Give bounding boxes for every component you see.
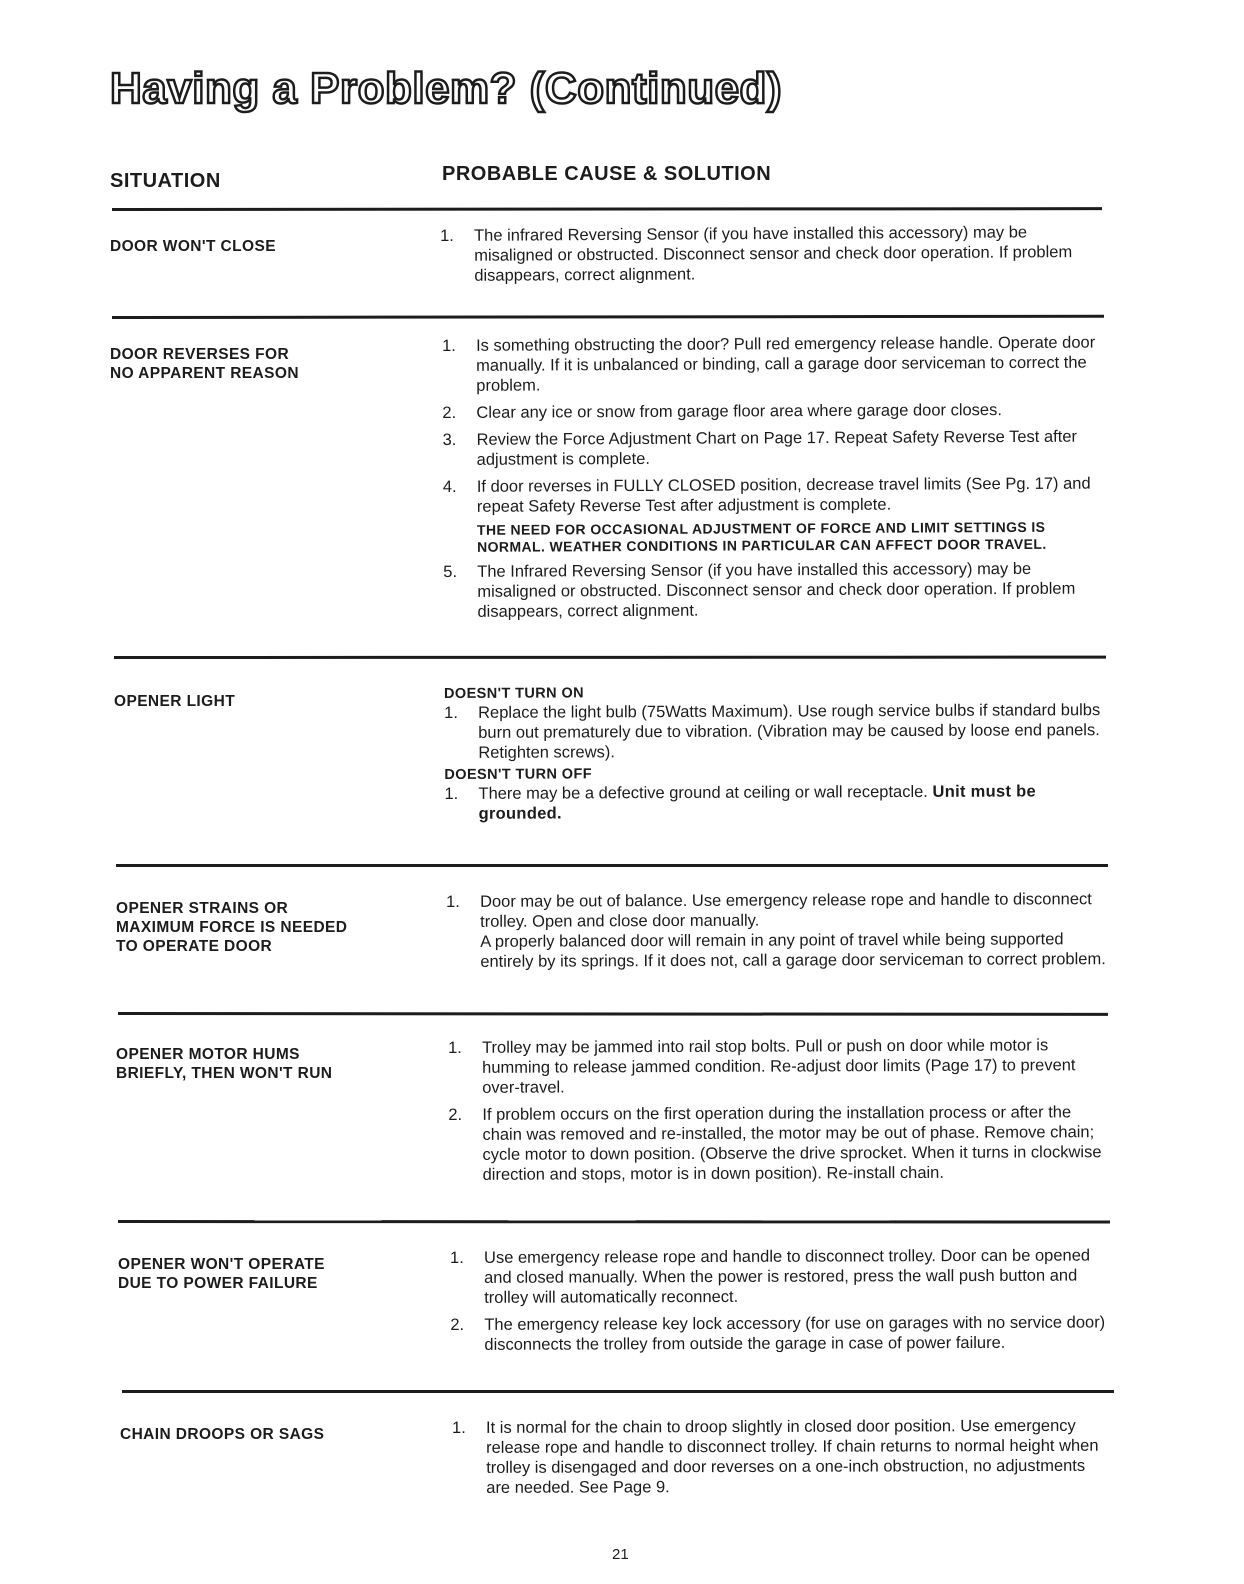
solution-block — [448, 1035, 1109, 1192]
divider — [116, 864, 1108, 867]
item-text: Review the Force Adjustment Chart on Page 17. Repeat Safety Reverse Test after adjustment is complete. — [476, 427, 1078, 469]
solution-block — [446, 889, 1106, 979]
item-text: There may be a defective ground at ceiling or wall receptacle. — [478, 782, 928, 803]
item-number: 5. — [443, 562, 458, 581]
situation-line: OPENER WON'T OPERATE — [118, 1256, 325, 1273]
page-number: 21 — [612, 1546, 629, 1563]
subheading: DOESN'T TURN OFF — [444, 766, 593, 783]
item-number: 3. — [442, 430, 457, 449]
item-text: Door may be out of balance. Use emergency release rope and handle to disconnect trolley. Open and close door manually. — [480, 890, 1092, 931]
solution-block — [452, 1416, 1112, 1505]
situation-line: OPENER MOTOR HUMS — [116, 1046, 300, 1063]
solution-item — [442, 400, 1102, 423]
item-text: If door reverses in FULLY CLOSED position, decrease travel limits (See Pg. 17) and repeat Safety Reverse Test after adjustment is complete. — [476, 474, 1091, 516]
solution-item — [440, 222, 1100, 286]
item-text: Trolley may be jammed into rail stop bolts. Pull or push on door while motor is humming to release jammed condition. Re-adjust door limits (Page 17) to prevent over-travel. — [482, 1036, 1076, 1097]
subheading: DOESN'T TURN ON — [444, 685, 585, 702]
situation-label — [114, 692, 414, 711]
situation-line: DOOR REVERSES FOR — [110, 346, 290, 363]
item-text: Use emergency release rope and handle to disconnect trolley. Door can be opened and closed manually. When the power is restored, press the wall push button and trolley will automatically reconnect. — [484, 1246, 1091, 1307]
cause-column-header: PROBABLE CAUSE & SOLUTION — [442, 163, 772, 185]
situation-line: DOOR WON'T CLOSE — [110, 238, 276, 255]
item-number: 1. — [440, 226, 454, 245]
situation-line: MAXIMUM FORCE IS NEEDED — [116, 919, 348, 936]
item-text: It is normal for the chain to droop slightly in closed door position. Use emergency release rope and handle to disconnect trolley. If chain returns to normal height when trolley is disengaged and door reverses on a one-inch obstruction, no adjustments are needed. See Page 9. — [486, 1416, 1099, 1497]
situation-label — [116, 1045, 416, 1083]
divider — [118, 1012, 1108, 1016]
item-text: The emergency release key lock accessory (for use on garages with no service door) disconnects the trolley from outside the garage in case of power failure. — [484, 1313, 1106, 1354]
situation-label — [110, 345, 410, 383]
divider — [112, 315, 1104, 319]
item-number: 1. — [442, 336, 456, 355]
solution-item — [450, 1312, 1110, 1355]
solution-item — [446, 889, 1106, 972]
solution-item — [452, 1416, 1112, 1498]
item-emphasis: Unit must be grounded. — [478, 782, 1037, 823]
item-number: 2. — [442, 403, 457, 422]
warning-note: THE NEED FOR OCCASIONAL ADJUSTMENT OF FORCE AND LIMIT SETTINGS IS NORMAL. WEATHER CONDITIONS IN PARTICULAR CAN AFFECT DOOR TRAVEL. — [476, 518, 1047, 555]
solution-item — [442, 333, 1102, 396]
item-text: The infrared Reversing Sensor (if you have installed this accessory) may be misaligned or obstructed. Disconnect sensor and check door operation. If problem disappears, correct alignment. — [474, 223, 1073, 285]
item-number: 4. — [442, 477, 457, 496]
item-text: Is something obstructing the door? Pull red emergency release handle. Operate door manually. If it is unbalanced or binding, call a garage door serviceman to correct the problem. — [476, 333, 1096, 395]
page-title: Having a Problem? (Continued) — [110, 64, 783, 113]
item-number: 2. — [448, 1105, 463, 1124]
solution-item — [442, 427, 1102, 470]
situation-line: OPENER STRAINS OR — [116, 900, 289, 917]
item-number: 1. — [444, 703, 458, 722]
situation-line: BRIEFLY, THEN WON'T RUN — [116, 1065, 333, 1082]
solution-item — [443, 559, 1103, 622]
item-number: 1. — [450, 1248, 464, 1267]
situation-label — [110, 237, 410, 256]
solution-item — [450, 1245, 1110, 1308]
situation-line: DUE TO POWER FAILURE — [118, 1275, 318, 1292]
item-number: 2. — [450, 1315, 465, 1334]
situation-line: NO APPARENT REASON — [110, 365, 299, 382]
item-text-extra: A properly balanced door will remain in any point of travel while being supported entirely by its springs. If it does not, call a garage door serviceman to correct problem. — [480, 930, 1106, 971]
item-text: The Infrared Reversing Sensor (if you have installed this accessory) may be misaligned or obstructed. Disconnect sensor and check door operation. If problem disappears, correct alignment. — [477, 559, 1076, 621]
item-number: 1. — [452, 1418, 466, 1437]
item-number: 1. — [448, 1038, 462, 1057]
situation-line: TO OPERATE DOOR — [116, 938, 273, 955]
situation-column-header: SITUATION — [110, 170, 221, 192]
solution-item — [444, 700, 1104, 763]
situation-label — [118, 1255, 418, 1293]
item-number: 1. — [446, 892, 460, 911]
solution-block — [444, 683, 1105, 831]
situation-label — [120, 1425, 420, 1444]
situation-label — [116, 899, 416, 956]
item-number: 1. — [444, 784, 459, 803]
solution-item — [443, 474, 1103, 517]
solution-item — [448, 1102, 1108, 1185]
item-text: If problem occurs on the first operation during the installation process or after the chain was removed and re-installed, the motor may be out of phase. Remove chain; cycle motor to down position. (Observe the drive sprocket. When it turns in clockwise direction and stops, motor is in down position). Re-install chain. — [482, 1103, 1102, 1184]
item-text: Replace the light bulb (75Watts Maximum). Use rough service bulbs if standard bulbs burn out prematurely due to vibration. (Vibration may be caused by loose end panels. Retighten screws). — [478, 701, 1101, 762]
solution-block — [442, 333, 1104, 629]
solution-item — [448, 1035, 1108, 1098]
solution-block — [440, 222, 1100, 293]
solution-block — [450, 1245, 1110, 1362]
divider — [114, 656, 1106, 659]
situation-line: OPENER LIGHT — [114, 693, 236, 710]
solution-item — [444, 781, 1104, 824]
divider — [112, 207, 1102, 211]
divider — [122, 1390, 1114, 1393]
situation-line: CHAIN DROOPS OR SAGS — [120, 1426, 325, 1443]
divider — [118, 1220, 1110, 1224]
item-text: Clear any ice or snow from garage floor area where garage door closes. — [476, 401, 1002, 422]
